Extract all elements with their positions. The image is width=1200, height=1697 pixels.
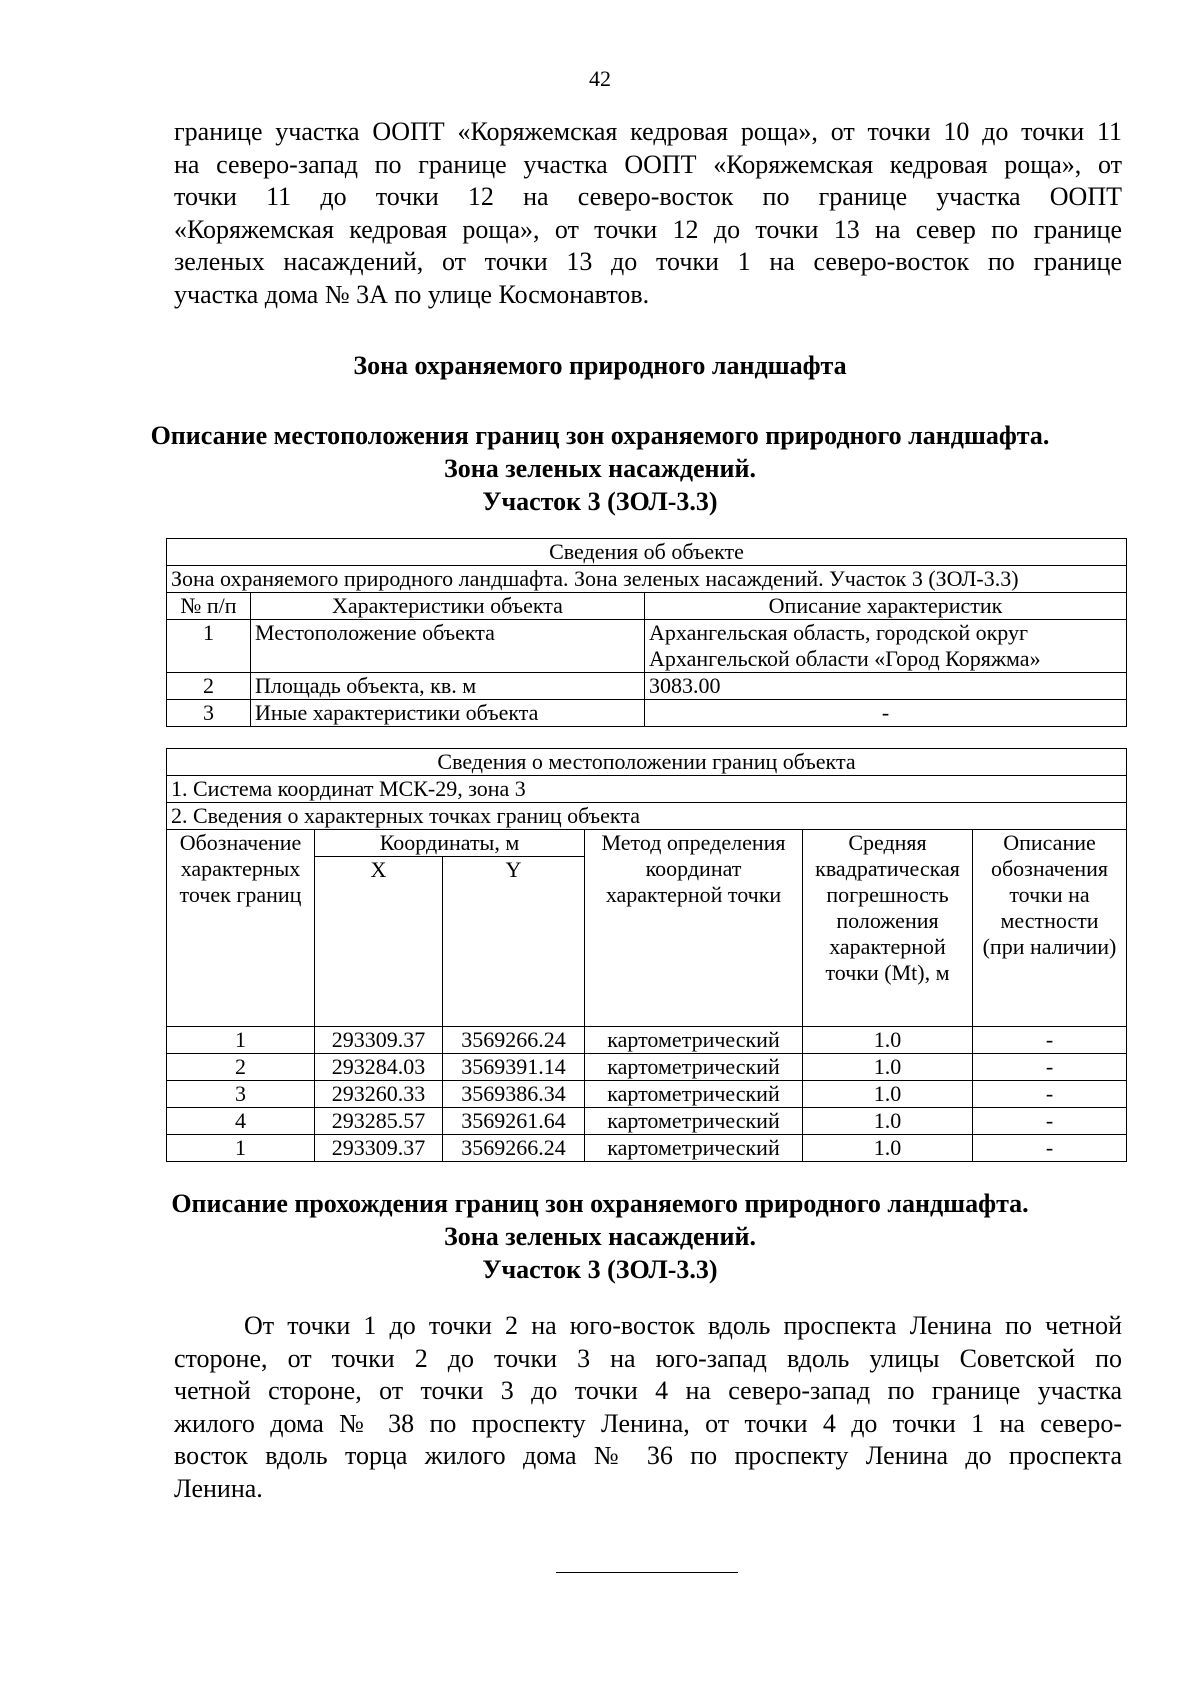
cell-x: 293260.33 [315,1081,443,1108]
table-row [167,700,1127,727]
cell-y: 3569261.64 [443,1108,585,1135]
cell-method: картометрический [585,1081,803,1108]
cell-x: 293309.37 [315,1027,443,1054]
table-row [167,1081,1127,1108]
cell-y: 3569386.34 [443,1081,585,1108]
cell-point: 1 [167,1135,315,1162]
cell-desc: - [973,1135,1127,1162]
cell-y: 3569266.24 [443,1135,585,1162]
intro-line: границе участка ООПТ «Коряжемская кедровая роща», от точки 10 до точки 11 [174,117,1122,146]
page-number: 42 [589,66,611,91]
row-value: - [645,700,1127,727]
location-heading [0,419,1200,518]
passage-line: стороне, от точки 2 до точки 3 на юго-запад вдоль улицы Советской по [174,1343,1122,1373]
passage-line: Ленина. [174,1473,263,1503]
intro-line: участка дома № 3А по улице Космонавтов. [174,279,650,309]
header-coords: Координаты, м [315,830,585,857]
cell-mt: 1.0 [803,1081,973,1108]
coords-table-title: Сведения о местоположении границ объекта [167,749,1127,776]
passage-line: От точки 1 до точки 2 на юго-восток вдоль проспекта Ленина по четной [244,1311,1122,1340]
passage-line: четной стороне, от точки 3 до точки 4 на северо-запад по границе участка [174,1376,1122,1405]
object-table-title: Сведения об объекте [167,539,1127,566]
cell-point: 3 [167,1081,315,1108]
header-y: Y [443,857,585,1027]
passage-heading-line: Участок 3 (ЗОЛ-3.3) [482,1255,718,1284]
passage-heading-line: Описание прохождения границ зон охраняемого природного ландшафта. [171,1189,1029,1218]
cell-desc: - [973,1054,1127,1081]
cell-point: 1 [167,1027,315,1054]
cell-y: 3569266.24 [443,1027,585,1054]
header-description: Описание характеристик [645,593,1127,620]
cell-method: картометрический [585,1027,803,1054]
header-x: X [315,857,443,1027]
coords-points-title: 2. Сведения о характерных точках границ объекта [167,803,1127,830]
row-num: 2 [167,673,251,700]
object-table-subtitle: Зона охраняемого природного ландшафта. Зона зеленых насаждений. Участок 3 (ЗОЛ-3.3) [167,566,1127,593]
object-info-table [166,538,1127,727]
header-characteristic: Характеристики объекта [251,593,645,620]
cell-mt: 1.0 [803,1054,973,1081]
coords-system: 1. Система координат МСК-29, зона 3 [167,776,1127,803]
row-num: 3 [167,700,251,727]
cell-x: 293309.37 [315,1135,443,1162]
header-designation: Обозначение характерных точек границ [167,830,315,1027]
cell-desc: - [973,1108,1127,1135]
intro-line: зеленых насаждений, от точки 13 до точки 1 на северо-восток по границе [174,247,1122,276]
table-row [167,1135,1127,1162]
row-name: Иные характеристики объекта [251,700,645,727]
cell-desc: - [973,1027,1127,1054]
row-num: 1 [167,620,251,673]
passage-paragraph [174,1310,1122,1505]
cell-point: 2 [167,1054,315,1081]
header-method: Метод определения координат характерной точки [585,830,803,1027]
table-row [167,673,1127,700]
passage-line: жилого дома № 38 по проспекту Ленина, от точки 4 до точки 1 на северо- [174,1408,1122,1438]
cell-mt: 1.0 [803,1108,973,1135]
cell-y: 3569391.14 [443,1054,585,1081]
intro-line: «Коряжемская кедровая роща», от точки 12 до точки 13 на север по границе [174,214,1122,244]
intro-line: точки 11 до точки 12 на северо-восток по границе участка ООПТ [174,182,1122,211]
cell-mt: 1.0 [803,1027,973,1054]
location-heading-line: Описание местоположения границ зон охраняемого природного ландшафта. [150,421,1050,450]
cell-method: картометрический [585,1054,803,1081]
row-value: Архангельская область, городской округ Архангельской области «Город Коряжма» [645,620,1127,673]
location-heading-line: Зона зеленых насаждений. [444,454,756,483]
row-name: Площадь объекта, кв. м [251,673,645,700]
cell-method: картометрический [585,1108,803,1135]
cell-method: картометрический [585,1135,803,1162]
cell-mt: 1.0 [803,1135,973,1162]
cell-x: 293285.57 [315,1108,443,1135]
coordinates-table [166,748,1127,1162]
table-row [167,1108,1127,1135]
table-row [167,1027,1127,1054]
passage-heading-line: Зона зеленых насаждений. [444,1222,756,1251]
table-row [167,620,1127,673]
table-row [167,1054,1127,1081]
zone-heading: Зона охраняемого природного ландшафта [353,351,847,380]
footer-divider [556,1572,738,1573]
row-name: Местоположение объекта [251,620,645,673]
header-point-description: Описание обозначения точки на местности (при наличии) [973,830,1127,1027]
header-error: Средняя квадратическая погрешность положения характерной точки (Mt), м [803,830,973,1027]
cell-point: 4 [167,1108,315,1135]
cell-x: 293284.03 [315,1054,443,1081]
passage-line: восток вдоль торца жилого дома № 36 по проспекту Ленина до проспекта [174,1441,1122,1470]
row-value: 3083.00 [645,673,1127,700]
location-heading-line: Участок 3 (ЗОЛ-3.3) [482,487,718,516]
passage-heading [0,1187,1200,1286]
cell-desc: - [973,1081,1127,1108]
header-num: № п/п [167,593,251,620]
intro-line: на северо-запад по границе участка ООПТ «Коряжемская кедровая роща», от [174,149,1122,179]
intro-paragraph [174,116,1122,311]
